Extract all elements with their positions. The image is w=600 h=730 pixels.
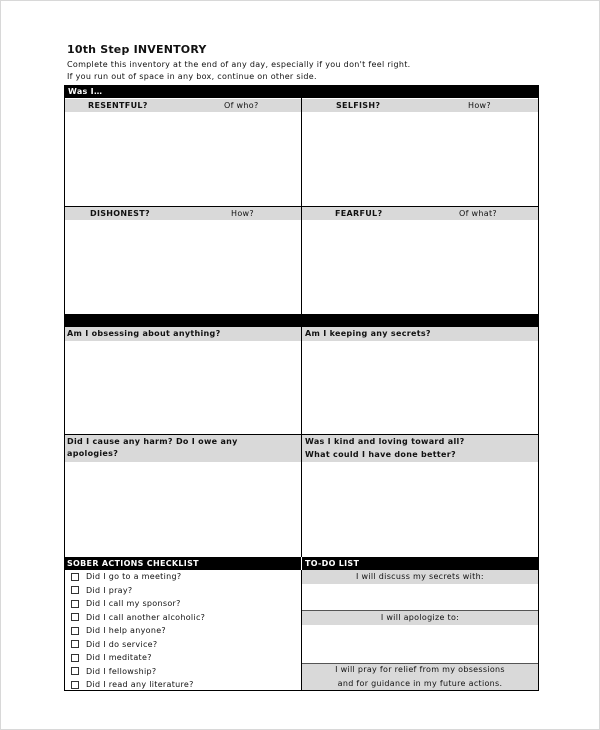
todo-apologize-label: I will apologize to:	[380, 613, 460, 622]
obsessing-answer-box[interactable]	[65, 341, 301, 434]
todo-header: TO-DO LIST	[305, 559, 360, 568]
intro-line-1: Complete this inventory at the end of any day, especially if you don't feel right.	[67, 60, 411, 69]
todo-pray-line1: I will pray for relief from my obsessions	[335, 665, 505, 674]
checklist-item-label: Did I call another alcoholic?	[86, 612, 206, 622]
intro-line-2: If you run out of space in any box, continue on other side.	[67, 72, 317, 81]
checklist-item[interactable]	[71, 640, 157, 649]
dishonest-header	[65, 207, 301, 220]
todo-apologize-header	[302, 611, 538, 625]
checkbox-icon[interactable]	[71, 627, 79, 635]
todo-apologize-answer[interactable]	[302, 625, 538, 663]
dishonest-label: DISHONEST?	[90, 209, 150, 218]
checkbox-icon[interactable]	[71, 586, 79, 594]
checkbox-icon[interactable]	[71, 654, 79, 662]
dishonest-answer-box[interactable]	[65, 220, 301, 314]
secrets-header	[302, 327, 538, 341]
kind-header	[302, 435, 538, 462]
dishonest-prompt: How?	[231, 209, 254, 218]
resentful-label: RESENTFUL?	[88, 101, 148, 110]
was-i-header: Was I…	[68, 87, 103, 96]
checkbox-icon[interactable]	[71, 613, 79, 621]
checklist-item-label: Did I meditate?	[86, 653, 152, 662]
secrets-answer-box[interactable]	[302, 341, 538, 434]
checklist-item-label: Did I fellowship?	[86, 666, 157, 676]
checkbox-icon[interactable]	[71, 600, 79, 608]
checklist-item-label: Did I call my sponsor?	[86, 599, 181, 608]
checklist-item[interactable]	[71, 667, 156, 676]
selfish-answer-box[interactable]	[302, 112, 538, 206]
kind-question-line2: What could I have done better?	[305, 450, 456, 459]
kind-question-line1: Was I kind and loving toward all?	[305, 437, 465, 446]
todo-header-bar	[302, 557, 538, 570]
checklist-item-label: Did I read any literature?	[86, 680, 194, 689]
checklist-item-label: Did I help anyone?	[86, 626, 166, 635]
todo-pray-line2: and for guidance in my future actions.	[337, 679, 503, 688]
checkbox-icon[interactable]	[71, 640, 79, 648]
todo-secrets-header	[302, 570, 538, 584]
selfish-header	[302, 99, 538, 112]
fearful-prompt: Of what?	[459, 209, 497, 218]
resentful-answer-box[interactable]	[65, 112, 301, 206]
checklist-header-bar	[65, 557, 301, 570]
obsessing-question: Am I obsessing about anything?	[67, 329, 221, 338]
checklist-item[interactable]	[71, 599, 181, 608]
was-i-header-bar	[65, 86, 538, 98]
kind-answer-box[interactable]	[302, 462, 538, 557]
obsessing-header	[65, 327, 301, 341]
page-title: 10th Step INVENTORY	[67, 43, 207, 56]
checklist-item-label: Did I go to a meeting?	[86, 572, 182, 581]
checklist-item-label: Did I do service?	[86, 639, 158, 649]
selfish-label: SELFISH?	[336, 101, 381, 110]
harm-question-line2: apologies?	[67, 449, 119, 458]
checklist-item[interactable]	[71, 572, 181, 581]
checklist-item-label: Did I pray?	[86, 585, 133, 595]
todo-secrets-label: I will discuss my secrets with:	[356, 572, 484, 581]
inventory-form	[64, 85, 539, 691]
todo-secrets-answer[interactable]	[302, 584, 538, 610]
selfish-prompt: How?	[468, 101, 491, 110]
resentful-header	[65, 99, 301, 112]
resentful-prompt: Of who?	[224, 101, 259, 110]
harm-question-line1: Did I cause any harm? Do I owe any	[67, 437, 238, 446]
fearful-header	[302, 207, 538, 220]
checklist-item[interactable]	[71, 680, 194, 689]
checkbox-icon[interactable]	[71, 573, 79, 581]
checklist-item[interactable]	[71, 586, 132, 595]
harm-answer-box[interactable]	[65, 462, 301, 557]
checkbox-icon[interactable]	[71, 667, 79, 675]
checklist-item[interactable]	[71, 653, 152, 662]
checklist-item[interactable]	[71, 626, 166, 635]
fearful-label: FEARFUL?	[335, 209, 383, 218]
harm-header	[65, 435, 301, 462]
todo-pray-box	[302, 664, 538, 690]
secrets-question: Am I keeping any secrets?	[305, 329, 431, 338]
checkbox-icon[interactable]	[71, 681, 79, 689]
checklist	[65, 570, 301, 690]
fearful-answer-box[interactable]	[302, 220, 538, 314]
section-separator-bar	[65, 314, 538, 327]
checklist-item[interactable]	[71, 613, 205, 622]
checklist-header: SOBER ACTIONS CHECKLIST	[67, 559, 199, 568]
